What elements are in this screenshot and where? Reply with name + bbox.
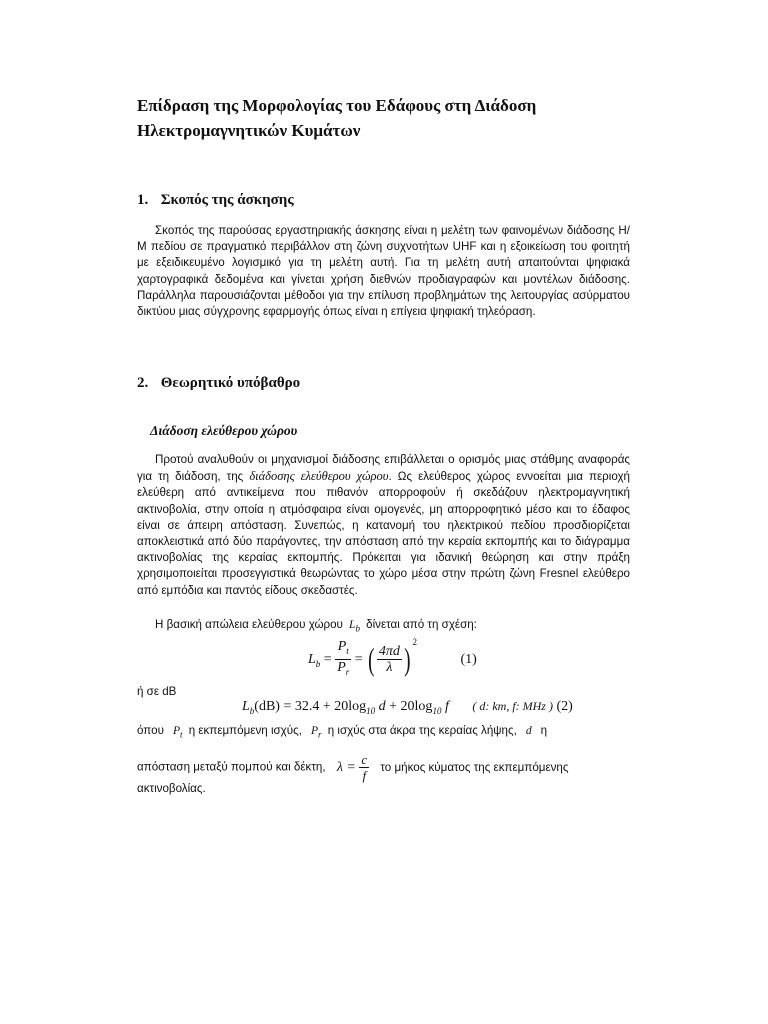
section-1-paragraph: Σκοπός της παρούσας εργαστηριακής άσκησης είναι η μελέτη των φαινομένων διάδοσης Η/Μ πεδίου σε πραγματικό περιβάλλον στη ζώνη συχνοτήτων UHF και η εξοικείωση του φοιτητή με εξειδικευμένο λογισμικό για τη μελέτη αυτή. Για τη μελέτη αυτή απαιτούνται ψηφιακά χαρτογραφικά δεδομένα και γίνεται χρήση διεθνών προδιαγραφών και μοντέλων διάδοσης. Παράλληλα παρουσιάζονται μέθοδοι για την επίλυση προβλημάτων της λειτουργίας ασύρματου δικτύου μιας σύγχρονης εφαρμογής όπως είναι η επίγεια ψηφιακή τηλεόραση. [137,224,630,319]
section-1-number: 1. [137,192,149,208]
document-title: Επίδραση της Μορφολογίας του Εδάφους στη Διάδοση Ηλεκτρομαγνητικών Κυμάτων [137,96,537,140]
section-2-title: Θεωρητικό υπόβαθρο [160,375,301,391]
free-space-paragraph: Προτού αναλυθούν οι μηχανισμοί διάδοσης επιβάλλεται ο ορισμός μιας στάθμης αναφοράς για τη διάδοση, της διάδοσης ελεύθερου χώρου. Ως ελεύθερος χώρος εννοείται μια περιοχή ελεύθερη από αντικείμενα που πιθανόν απορροφούν ή σκεδάζουν ηλεκτρομαγνητική ακτινοβολία, στην οποία η ατμόσφαιρα είναι ομογενές, μη απορροφητικό μέσο και το έδαφος είναι σε άπειρη απόσταση. Συνεπώς, η κατανομή του ηλεκτρικού πεδίου προσδιορίζεται αποκλειστικά από δύο παράγοντες, την απόσταση από την κεραία εκπομπής και το διάγραμμα ακτινοβολίας της κεραίας εκπομπής. Πρόκειται για ιδανική θεώρηση και στην πράξη χρησιμοποιείται προσεγγιστικά θεωρώντας το χώρο μέσα στην πρώτη ζώνη Fresnel ελεύθερο από εμπόδια και παντός είδους σκεδαστές. [137,453,630,597]
equation-2-units: ( d: km, f: MHz ) [472,699,553,713]
subsection-heading: Διάδοση ελεύθερου χώρου [150,423,298,438]
basic-loss-line: Η βασική απώλεια ελεύθερου χώρου $L_b$ δίνεται από τη σχέση: [155,618,477,634]
equation-1-label: (1) [460,652,477,667]
free-space-term: διάδοσης ελεύθερου χώρου [249,469,389,484]
equation-1: $L_b$ = $\frac{P_t}{P_r}$ = ( $\frac{4\pi d}{\lambda}$ ) $^2$ (1) [308,637,477,678]
definitions-last-word: ακτινοβολίας. [137,782,206,795]
definitions-line-1: όπου $P_t$ η εκπεμπόμενη ισχύς, $P_r$ η ισχύς στα άκρα της κεραίας λήψης, d η [137,724,548,740]
section-1-heading [137,190,294,210]
section-1-title: Σκοπός της άσκησης [160,192,294,208]
definitions-line-2: απόσταση μεταξύ πομπού και δέκτη, λ = $\frac{c}{f}$ το μήκος κύματος της εκπεμπόμενης [137,752,569,783]
loss-symbol: $L_b$ [346,618,360,634]
section-2-number: 2. [137,375,149,391]
section-2-heading [137,373,300,393]
equation-2: $L_b(dB) = 32.4 + 20\log_{10}$ $d + 20\log_{10}$ f ( d: km, f: MHz ) (2) [242,699,573,716]
or-in-db-text: ή σε dB [137,685,177,698]
equation-2-label: (2) [556,699,573,714]
